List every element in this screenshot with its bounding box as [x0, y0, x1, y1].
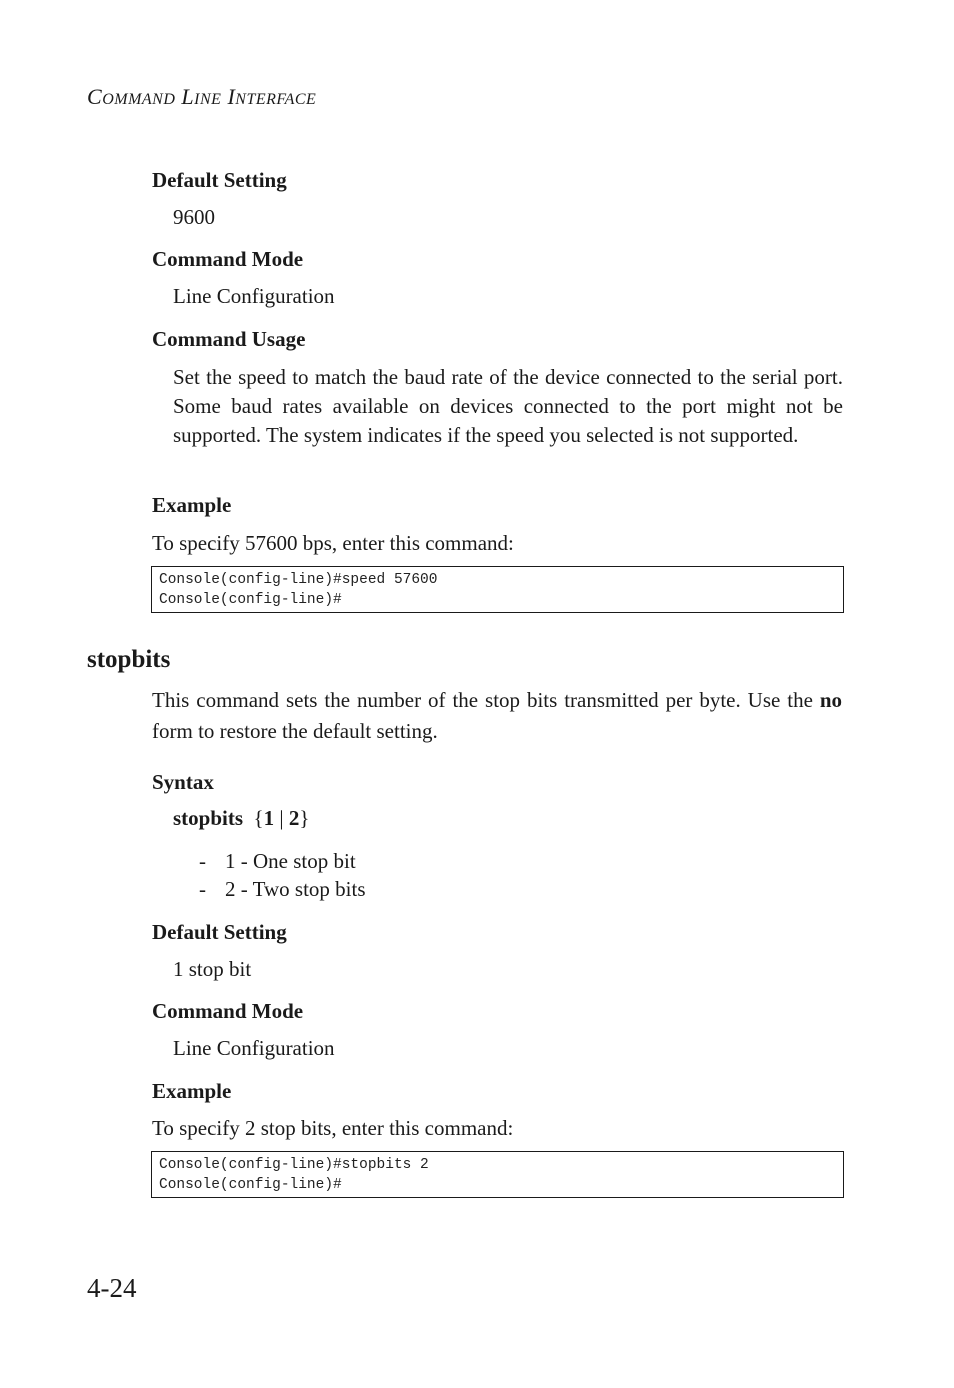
- speed-mode-heading: Command Mode: [152, 247, 304, 271]
- speed-code-block: [151, 566, 844, 613]
- syntax-line: stopbits {1 | 2}: [173, 806, 310, 830]
- running-header: COMMAND LINE INTERFACE: [87, 84, 317, 109]
- speed-mode-value: Line Configuration: [173, 284, 335, 308]
- code-line: Console(config-line)#speed 57600: [159, 572, 438, 588]
- no-keyword: no: [819, 688, 842, 712]
- speed-default-heading: Default Setting: [152, 168, 287, 192]
- option-dash: -: [199, 877, 206, 901]
- syntax-heading: Syntax: [152, 770, 214, 794]
- option-1: 1 - One stop bit: [225, 849, 356, 873]
- option-dash: -: [199, 849, 206, 873]
- code-line: Console(config-line)#: [159, 1176, 342, 1193]
- stopbits-example-heading: Example: [152, 1079, 232, 1103]
- section-title-stopbits: stopbits: [87, 646, 171, 673]
- speed-default-value: 9600: [173, 205, 215, 229]
- stopbits-default-heading: Default Setting: [152, 920, 287, 944]
- option-2: 2 - Two stop bits: [225, 877, 366, 901]
- stopbits-code-block: [151, 1151, 844, 1198]
- speed-example-heading: Example: [152, 493, 232, 517]
- speed-example-intro: To specify 57600 bps, enter this command:: [152, 531, 514, 555]
- speed-usage-heading: Command Usage: [152, 327, 306, 351]
- speed-usage-text: Set the speed to match the baud rate of the device connected to the serial port. Some baud rates available on devices connected to the port might not be supported. The system indicates if the speed you selected is not supported.: [173, 365, 843, 447]
- stopbits-mode-value: Line Configuration: [173, 1036, 335, 1060]
- page-number: 4-24: [87, 1273, 137, 1303]
- stopbits-description: This command sets the number of the stop bits transmitted per byte. Use the no form to restore the default setting.: [152, 688, 842, 743]
- code-line: Console(config-line)#: [159, 591, 342, 608]
- stopbits-mode-heading: Command Mode: [152, 999, 304, 1023]
- stopbits-example-intro: To specify 2 stop bits, enter this command:: [152, 1116, 514, 1140]
- stopbits-default-value: 1 stop bit: [173, 957, 252, 981]
- code-line: Console(config-line)#stopbits 2: [159, 1157, 429, 1173]
